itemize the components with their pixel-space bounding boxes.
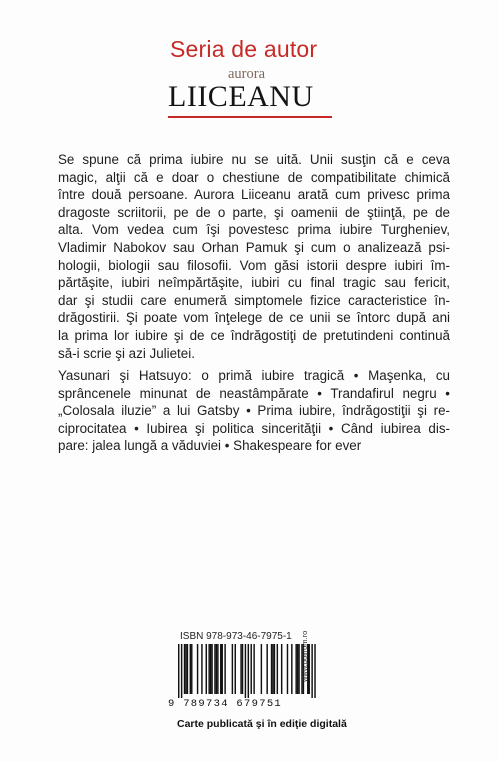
description-line: părtăşite, iubiri neîmpărtăşite, iubiri cu final tragic sau fericit, [58,275,450,291]
barcode-bar [232,644,233,694]
author-first-name: aurora [228,66,266,82]
contents-line: „Colosala iluzie” a lui Gatsby • Prima iubire, îndrăgostiţii şi re- [58,403,450,419]
barcode-bar [222,644,223,694]
barcode-bar [197,644,198,694]
barcode-bar [271,644,272,694]
barcode-bar [281,644,282,694]
description-line: între două persoane. Aurora Liiceanu arată cum privesc prima [58,187,450,203]
barcode-bar [190,644,191,694]
barcode-bar [206,644,207,694]
description-line: să-i scrie şi azi Julietei. [58,345,195,361]
barcode-image [170,644,316,698]
barcode-bar [240,644,241,694]
barcode-bar [235,644,236,694]
barcode-bar [178,644,179,698]
barcode-bar [242,644,243,694]
barcode-bar [248,644,249,698]
barcode-bar [272,644,273,694]
barcode-bar [245,644,246,698]
barcode-bar [287,644,288,694]
barcode-bar [295,644,296,694]
author-underline [168,116,332,118]
barcode-bar [224,644,225,694]
description-line: magic, alţii că e doar o chestiune de compatibilitate chimică [58,169,450,185]
contents-line: ciprocitatea • Iubirea şi politica sincerităţii • Când iubirea dis- [58,420,450,436]
series-title: Seria de autor [170,36,318,62]
description-line: dar şi studii care enumeră simptomele fizice caracteristice în- [58,292,450,308]
contents-line: pare: jalea lungă a văduviei • Shakespeare for ever [58,438,362,454]
description-line: Vladimir Nabokov sau Orhan Pamuk şi cum o analizează psi- [58,239,450,255]
barcode-bar [191,644,192,694]
contents-line: Yasunari şi Hatsuyo: o primă iubire tragică • Maşenka, cu [58,368,450,383]
author-last-name: LIICEANU [168,80,314,113]
barcode-bar [214,644,215,694]
contents-line: sprâncenele minunat de neastâmpărate • Trandafirul negru • [58,385,450,401]
barcode-bar [210,644,211,694]
barcode-bar [208,644,209,694]
barcode-bar [187,644,188,694]
barcode-bar [291,644,292,694]
barcode-digits: 9 789734 679751 [168,698,283,710]
isbn-label: ISBN 978-973-46-7975-1 [180,631,292,642]
description-line: alta. Vom vedea cum îşi povestesc prima iubire Turgheniev, [58,222,450,238]
barcode-bar [297,644,298,694]
description-paragraph [58,151,450,362]
barcode-bar [185,644,186,694]
description-line: la prima lor iubire şi de ce îndrăgostiţi de pretutindeni continuă [58,327,450,343]
barcode-bar [314,644,315,698]
barcode-bar [211,644,212,694]
barcode-bar [184,644,185,694]
publisher-url-text: www.polirom.ro [300,630,309,682]
barcode-bar [181,644,182,698]
publisher-url [300,620,314,682]
barcode-bar [201,644,202,694]
barcode-bar [251,644,252,694]
contents-paragraph [58,367,450,455]
barcode-bar [261,644,262,694]
description-line: Se spune că prima iubire nu se uită. Unii susţin că e ceva [58,152,450,167]
digital-edition-note: Carte publicată şi în ediţie digitală [177,718,347,730]
barcode-bar [266,644,267,694]
barcode-bar [216,644,217,694]
barcode-bar [217,644,218,694]
description-line: drăgostirii. Şi poate vom înţelege de ce unii se întorc după ani [58,310,450,326]
barcode-bar [274,644,275,694]
barcode-bar [277,644,278,694]
barcode-bar [253,644,254,694]
description-line: dragoste scriitorii, pe de o parte, şi oamenii de ştiinţă, pe de [58,204,450,220]
barcode-bar [220,644,221,694]
description-line: hologii, biologii sau filosofii. Vom găsi istorii despre iubiri îm- [58,257,450,273]
